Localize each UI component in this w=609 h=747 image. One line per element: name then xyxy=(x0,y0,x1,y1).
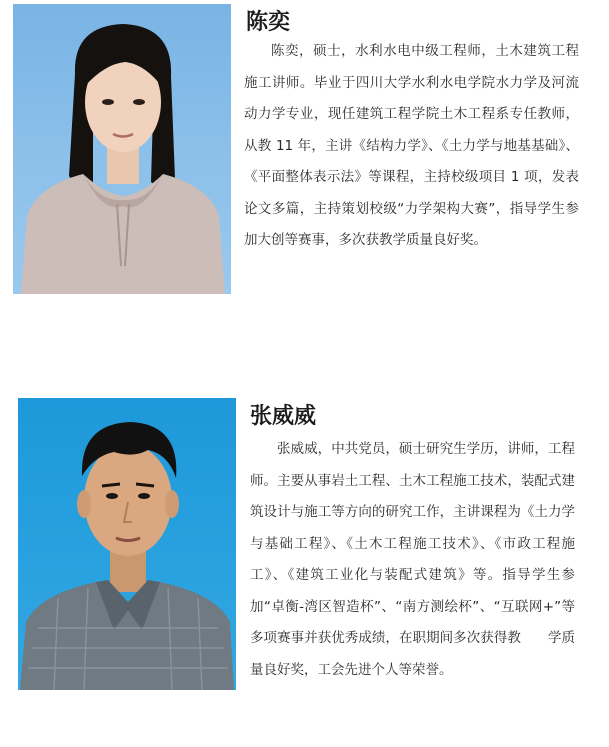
person-name-2: 张威威 xyxy=(250,403,317,429)
person-bio-2: 张威威，中共党员，硕士研究生学历，讲师，工程师。主要从事岩土工程、土木工程施工技术，装配式建筑设计与施工等方向的研究工作，主讲课程为《土力学与基础工程》、《土木工程施工技术》、《市政工程施工》、《建筑工业化与装配式建筑》等。指导学生参加“卓衡-湾区智造杯”、“南方测绘杯”、“互联网+”等多项赛事并获优秀成绩，在职期间多次获得教 学质量良好奖，工会先进个人等荣誉。 xyxy=(250,441,575,678)
person-bio-1: 陈奕，硕士，水利水电中级工程师，土木建筑工程施工讲师。毕业于四川大学水利水电学院水力学及河流动力学专业，现任建筑工程学院土木工程系专任教师，从教 11 年，主讲《结构力学》、《土力学与地基基础》、《平面整体表示法》等课程，主持校级项目 1 项，发表论文多篇，主持策划校级“力学架构大赛”，指导学生参加大创等赛事，多次获教学质量良好奖。 xyxy=(244,43,579,248)
portrait-photo-2 xyxy=(18,398,236,690)
profile-card-2 xyxy=(0,392,609,747)
person-name-1: 陈奕 xyxy=(246,9,291,35)
portrait-illustration-2 xyxy=(18,398,236,690)
portrait-photo-1 xyxy=(13,4,231,294)
profile-card-1 xyxy=(0,0,609,320)
portrait-illustration-1 xyxy=(13,4,231,294)
